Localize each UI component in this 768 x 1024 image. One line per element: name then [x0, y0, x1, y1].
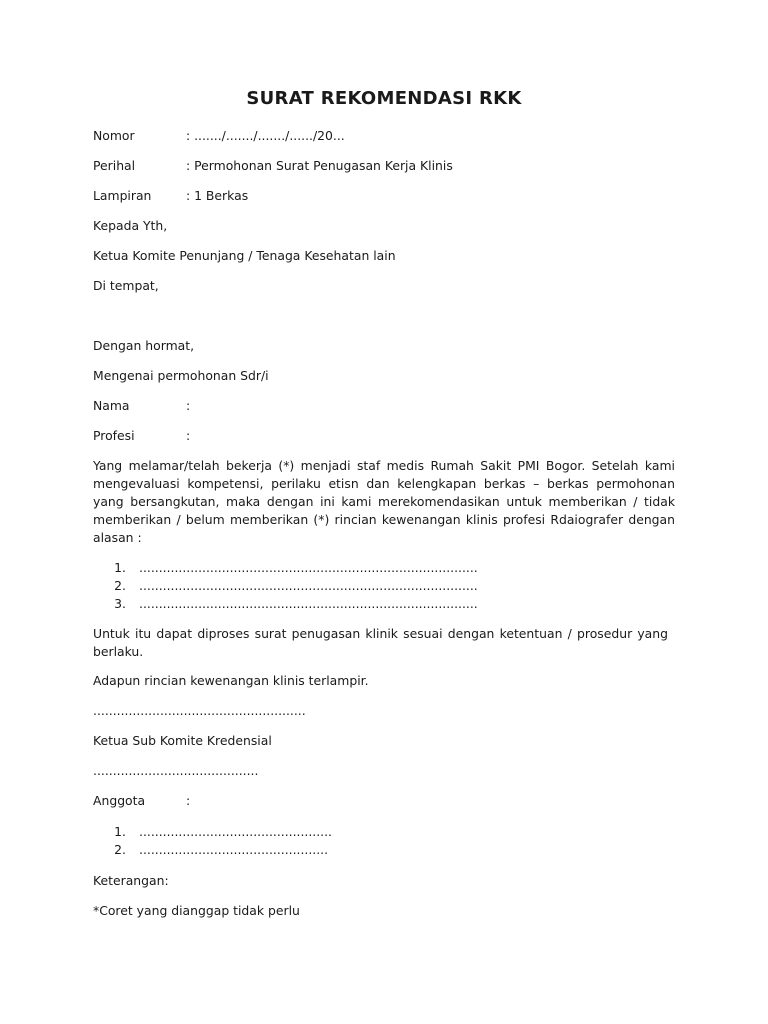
nama-label: Nama [93, 398, 130, 413]
perihal-value: : Permohonan Surat Penugasan Kerja Klinis [186, 158, 453, 173]
perihal-row [93, 158, 453, 174]
lampiran-row [93, 188, 248, 204]
nomor-label: Nomor [93, 128, 135, 143]
recipient-kepada: Kepada Yth, [93, 218, 168, 233]
signature-dots-name: .......................................... [93, 763, 259, 778]
list-item: 2. ................................................ [114, 842, 329, 857]
list-item: 2. ...................................................................................... [114, 578, 478, 593]
rincian-text: Adapun rincian kewenangan klinis terlampir. [93, 673, 369, 688]
letter-title: SURAT REKOMENDASI RKK [246, 88, 522, 109]
footnote: *Coret yang dianggap tidak perlu [93, 903, 300, 918]
list-item: 1. ................................................. [114, 824, 332, 839]
recipient-ketua: Ketua Komite Penunjang / Tenaga Kesehatan lain [93, 248, 396, 263]
perihal-label: Perihal [93, 158, 136, 173]
nama-row [93, 398, 190, 414]
profesi-value: : [186, 428, 191, 443]
signature-dots-top: ...................................................... [93, 703, 306, 718]
anggota-label: Anggota [93, 793, 146, 808]
recipient-tempat: Di tempat, [93, 278, 159, 293]
profesi-row [93, 428, 190, 444]
members-list [93, 823, 653, 859]
greeting: Dengan hormat, [93, 338, 195, 353]
signature-ketua: Ketua Sub Komite Kredensial [93, 733, 272, 748]
intro-text: Mengenai permohonan Sdr/i [93, 368, 269, 383]
nomor-row [93, 128, 345, 144]
list-item: 1. ...................................................................................... [114, 560, 478, 575]
closing-paragraph: Untuk itu dapat diproses surat penugasan klinik sesuai dengan ketentuan / prosedur yang berlaku. [93, 626, 668, 659]
nomor-value: : ......./......./......./....../20... [186, 128, 345, 143]
anggota-row [93, 793, 190, 809]
list-item: 3. ...................................................................................... [114, 596, 478, 611]
recommendation-paragraph: Yang melamar/telah bekerja (*) menjadi staf medis Rumah Sakit PMI Bogor. Setelah kami mengevaluasi kompetensi, perilaku etisn dan kelengkapan berkas – berkas permohonan yang bersangkutan, maka dengan ini kami merekomendasikan untuk memberikan / tidak memberikan / belum memberikan (*) rincian kewenangan klinis profesi Rdaiografer dengan alasan : [93, 458, 675, 545]
lampiran-value: : 1 Berkas [186, 188, 249, 203]
profesi-label: Profesi [93, 428, 135, 443]
keterangan-label: Keterangan: [93, 873, 169, 888]
nama-value: : [186, 398, 191, 413]
lampiran-label: Lampiran [93, 188, 152, 203]
reasons-list [93, 559, 653, 613]
anggota-value: : [186, 793, 191, 808]
